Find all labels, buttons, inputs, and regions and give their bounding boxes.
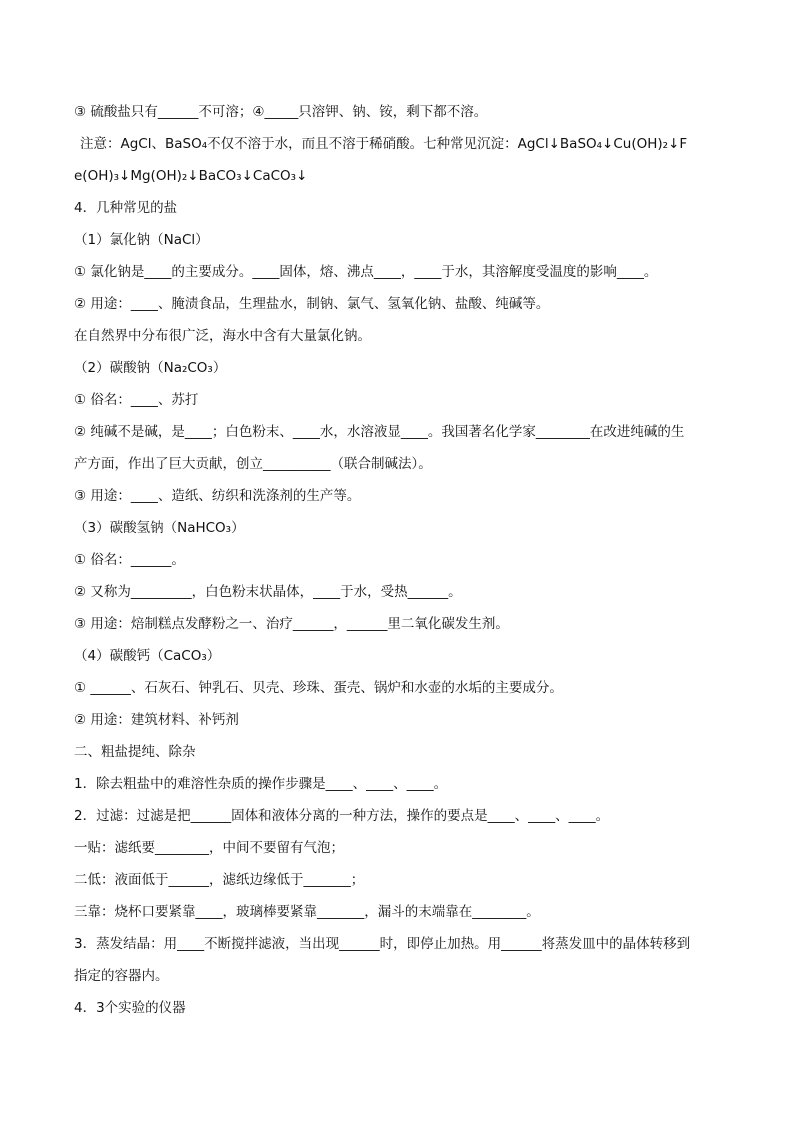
line-sulfate-rule: ③ 硫酸盐只有______不可溶；④_____只溶钾、钠、铵，剩下都不溶。 [74, 104, 488, 120]
line-filtration-two-low: 二低：液面低于______，滤纸边缘低于_______； [74, 872, 365, 888]
line-nahco3-properties: ② 又称为_________，白色粉末状晶体，____于水，受热______。 [74, 584, 462, 600]
line-evaporation-cont: 指定的容器内。 [74, 968, 169, 984]
line-na2co3-uses: ③ 用途：____、造纸、纺织和洗涤剂的生产等。 [74, 488, 361, 504]
section-heading-common-salts: 4．几种常见的盐 [74, 200, 178, 216]
line-caco3-sources: ① ______、石灰石、钟乳石、贝壳、珍珠、蛋壳、锅炉和水壶的水垢的主要成分。 [74, 680, 563, 696]
line-three-experiments-instruments: 4．3个实验的仪器 [74, 1000, 186, 1016]
line-nacl-uses: ② 用途：____、腌渍食品，生理盐水，制钠、氯气、氢氧化钠、盐酸、纯碱等。 [74, 296, 550, 312]
line-nahco3-uses: ③ 用途：焙制糕点发酵粉之一、治疗______，______里二氧化碳发生剂。 [74, 616, 509, 632]
line-filtration-one-stick: 一贴：滤纸要________，中间不要留有气泡； [74, 840, 344, 856]
subheading-nacl: （1）氯化钠（NaCl） [74, 232, 209, 248]
subheading-nahco3: （3）碳酸氢钠（NaHCO₃） [74, 520, 245, 536]
line-na2co3-properties: ② 纯碱不是碱，是____；白色粉末、____水，水溶液显____。我国著名化学家________在改进纯碱的生 [74, 424, 685, 440]
line-precipitates-cont: e(OH)₃↓Mg(OH)₂↓BaCO₃↓CaCO₃↓ [74, 168, 308, 184]
line-filtration: 2．过滤：过滤是把______固体和液体分离的一种方法，操作的要点是____、____、____。 [74, 808, 610, 824]
line-filtration-three-lean: 三靠：烧杯口要紧靠____，玻璃棒要紧靠_______，漏斗的末端靠在________。 [74, 904, 540, 920]
subheading-caco3: （4）碳酸钙（CaCO₃） [74, 648, 221, 664]
line-na2co3-name: ① 俗名：____、苏打 [74, 392, 199, 408]
line-evaporation: 3．蒸发结晶：用____不断搅拌滤液，当出现______时，即停止加热。用______将蒸发皿中的晶体转移到 [74, 936, 691, 952]
line-caco3-uses: ② 用途：建筑材料、补钙剂 [74, 712, 239, 728]
line-na2co3-properties-cont: 产方面，作出了巨大贡献，创立__________（联合制碱法）。 [74, 456, 432, 472]
line-nacl-distribution: 在自然界中分布很广泛，海水中含有大量氯化钠。 [74, 328, 371, 344]
subheading-na2co3: （2）碳酸钠（Na₂CO₃） [74, 360, 227, 376]
line-purification-steps: 1．除去粗盐中的难溶性杂质的操作步骤是____、____、____。 [74, 776, 448, 792]
section-heading-salt-purification: 二、粗盐提纯、除杂 [74, 744, 196, 760]
line-nacl-properties: ① 氯化钠是____的主要成分。____固体，熔、沸点____，____于水，其溶解度受温度的影响____。 [74, 264, 658, 280]
line-note-precipitates: 注意：AgCl、BaSO₄不仅不溶于水，而且不溶于稀硝酸。七种常见沉淀：AgCl↓BaSO₄↓Cu(OH)₂↓F [80, 136, 688, 152]
line-nahco3-name: ① 俗名：______。 [74, 552, 185, 568]
